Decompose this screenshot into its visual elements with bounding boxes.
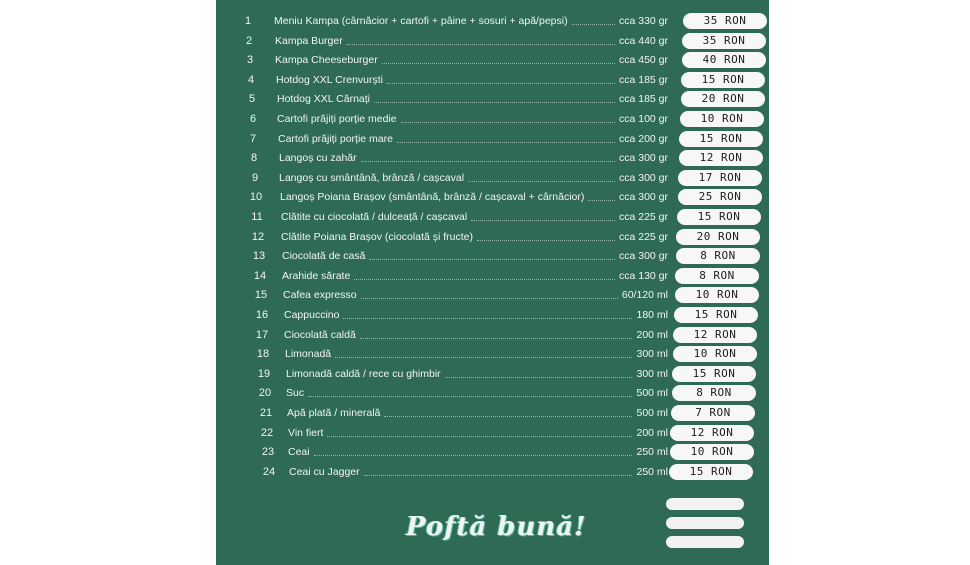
dotted-leader bbox=[369, 259, 615, 260]
item-number: 18 bbox=[256, 348, 270, 361]
dotted-leader bbox=[360, 338, 632, 339]
empty-price-slot bbox=[666, 536, 744, 548]
dotted-leader bbox=[314, 455, 632, 456]
item-quantity: 250 ml bbox=[636, 446, 668, 459]
dotted-leader bbox=[347, 44, 615, 45]
menu-row bbox=[216, 169, 769, 189]
empty-price-slot bbox=[666, 517, 744, 529]
item-number: 15 bbox=[254, 289, 268, 302]
item-quantity: cca 330 gr bbox=[618, 15, 668, 27]
dotted-leader bbox=[384, 416, 632, 417]
item-name: Kampa Burger bbox=[275, 34, 343, 47]
menu-row bbox=[216, 463, 769, 483]
item-price: 15 RON bbox=[681, 72, 765, 88]
menu-row bbox=[216, 149, 769, 169]
item-number: 9 bbox=[251, 171, 259, 184]
dotted-leader bbox=[468, 181, 615, 182]
empty-price-slot bbox=[666, 498, 744, 510]
menu-row bbox=[216, 208, 769, 228]
item-name: Limonadă caldă / rece cu ghimbir bbox=[286, 367, 441, 380]
item-number: 19 bbox=[257, 367, 271, 380]
item-quantity: cca 225 gr bbox=[618, 230, 668, 243]
item-number: 21 bbox=[259, 407, 273, 419]
item-number: 16 bbox=[255, 309, 269, 321]
item-price: 7 RON bbox=[671, 405, 755, 421]
menu-row bbox=[216, 443, 769, 463]
item-quantity: 200 ml bbox=[636, 328, 668, 341]
item-name: Vin fiert bbox=[288, 426, 324, 439]
item-number: 13 bbox=[252, 250, 266, 263]
menu-row bbox=[216, 110, 769, 130]
item-number: 22 bbox=[260, 426, 274, 439]
item-number: 1 bbox=[244, 15, 252, 27]
item-quantity: 60/120 ml bbox=[621, 289, 668, 302]
item-price: 10 RON bbox=[670, 444, 754, 460]
item-number: 12 bbox=[251, 230, 265, 243]
dotted-leader bbox=[572, 24, 615, 25]
item-price: 25 RON bbox=[678, 189, 762, 205]
menu-row bbox=[216, 51, 769, 71]
item-name: Langoș cu zahăr bbox=[279, 152, 357, 165]
item-number: 7 bbox=[249, 132, 257, 145]
item-name: Cartofi prăjiți porție mare bbox=[278, 132, 393, 145]
menu-row bbox=[216, 90, 769, 110]
item-quantity: cca 130 gr bbox=[618, 269, 668, 282]
item-price: 10 RON bbox=[673, 346, 757, 362]
dotted-leader bbox=[374, 102, 615, 103]
menu-row bbox=[216, 188, 769, 208]
item-price: 15 RON bbox=[669, 464, 753, 480]
item-name: Kampa Cheeseburger bbox=[275, 54, 378, 67]
item-quantity: cca 300 gr bbox=[618, 250, 668, 263]
item-price: 35 RON bbox=[683, 13, 767, 29]
dotted-leader bbox=[471, 220, 615, 221]
dotted-leader bbox=[382, 63, 615, 64]
menu-row bbox=[216, 424, 769, 444]
item-quantity: 500 ml bbox=[636, 407, 668, 419]
dotted-leader bbox=[387, 83, 615, 84]
item-name: Arahide sărate bbox=[282, 269, 351, 282]
dotted-leader bbox=[335, 357, 632, 358]
menu-row bbox=[216, 384, 769, 404]
item-quantity: cca 100 gr bbox=[618, 113, 668, 125]
dotted-leader bbox=[327, 436, 632, 437]
dotted-leader bbox=[477, 240, 615, 241]
item-number: 3 bbox=[246, 54, 254, 67]
item-quantity: 250 ml bbox=[636, 465, 668, 478]
item-price: 10 RON bbox=[675, 287, 759, 303]
item-name: Clătite Poiana Brașov (ciocolată și fructe) bbox=[281, 230, 473, 243]
item-name: Cartofi prăjiți porție medie bbox=[277, 113, 397, 125]
dotted-leader bbox=[361, 161, 615, 162]
item-number: 10 bbox=[249, 191, 263, 204]
dotted-leader bbox=[364, 475, 632, 476]
item-number: 17 bbox=[255, 328, 269, 341]
item-price: 8 RON bbox=[676, 248, 760, 264]
item-price: 12 RON bbox=[670, 425, 754, 441]
item-name: Ciocolată caldă bbox=[284, 328, 356, 341]
item-quantity: cca 450 gr bbox=[618, 54, 668, 67]
dotted-leader bbox=[401, 122, 615, 123]
item-number: 14 bbox=[253, 269, 267, 282]
item-price: 40 RON bbox=[682, 52, 766, 68]
item-number: 23 bbox=[261, 446, 275, 459]
dotted-leader bbox=[354, 279, 615, 280]
menu-row bbox=[216, 32, 769, 52]
item-quantity: 500 ml bbox=[636, 387, 668, 400]
item-quantity: cca 300 gr bbox=[618, 171, 668, 184]
dotted-leader bbox=[588, 200, 615, 201]
item-price: 15 RON bbox=[679, 131, 763, 147]
menu-row bbox=[216, 247, 769, 267]
menu-row bbox=[216, 228, 769, 248]
dotted-leader bbox=[361, 298, 618, 299]
dotted-leader bbox=[397, 142, 615, 143]
item-name: Ceai bbox=[288, 446, 310, 459]
item-number: 2 bbox=[245, 34, 253, 47]
item-name: Hotdog XXL Cârnați bbox=[277, 93, 370, 106]
dotted-leader bbox=[445, 377, 632, 378]
menu-row bbox=[216, 130, 769, 150]
item-quantity: cca 185 gr bbox=[618, 93, 668, 106]
item-quantity: 300 ml bbox=[636, 348, 668, 361]
menu-row bbox=[216, 267, 769, 287]
item-quantity: cca 300 gr bbox=[618, 152, 668, 165]
item-quantity: cca 300 gr bbox=[618, 191, 668, 204]
item-price: 15 RON bbox=[677, 209, 761, 225]
menu-row bbox=[216, 71, 769, 91]
item-number: 24 bbox=[262, 465, 276, 478]
item-quantity: 200 ml bbox=[636, 426, 668, 439]
item-price: 35 RON bbox=[682, 33, 766, 49]
item-quantity: cca 225 gr bbox=[618, 211, 668, 223]
item-quantity: 300 ml bbox=[636, 367, 668, 380]
item-number: 5 bbox=[248, 93, 256, 106]
item-name: Limonadă bbox=[285, 348, 332, 361]
item-quantity: 180 ml bbox=[636, 309, 668, 321]
slogan-text: Poftă bună! bbox=[406, 512, 587, 542]
item-price: 17 RON bbox=[678, 170, 762, 186]
item-name: Langoș cu smântână, brânză / cașcaval bbox=[279, 171, 465, 184]
item-price: 12 RON bbox=[673, 327, 757, 343]
menu-row bbox=[216, 12, 769, 32]
menu-board bbox=[216, 0, 769, 565]
item-price: 15 RON bbox=[674, 307, 758, 323]
item-quantity: cca 200 gr bbox=[618, 132, 668, 145]
item-price: 12 RON bbox=[679, 150, 763, 166]
item-price: 10 RON bbox=[680, 111, 764, 127]
dotted-leader bbox=[308, 396, 632, 397]
item-name: Apă plată / minerală bbox=[287, 407, 381, 419]
menu-row bbox=[216, 306, 769, 326]
item-number: 20 bbox=[258, 387, 272, 400]
item-name: Langoș Poiana Brașov (smântână, brânză / cașcaval + cârnăcior) bbox=[280, 191, 585, 204]
item-quantity: cca 185 gr bbox=[618, 73, 668, 86]
item-name: Meniu Kampa (cârnăcior + cartofi + pâine + sosuri + apă/pepsi) bbox=[274, 15, 568, 27]
item-name: Clătite cu ciocolată / dulceață / cașcaval bbox=[281, 211, 468, 223]
item-name: Cappuccino bbox=[284, 309, 340, 321]
item-price: 8 RON bbox=[672, 385, 756, 401]
item-name: Cafea expresso bbox=[283, 289, 357, 302]
menu-row bbox=[216, 365, 769, 385]
item-number: 11 bbox=[251, 211, 263, 223]
item-name: Ciocolată de casă bbox=[282, 250, 366, 263]
item-name: Suc bbox=[286, 387, 305, 400]
menu-row bbox=[216, 326, 769, 346]
dotted-leader bbox=[343, 318, 632, 319]
item-price: 20 RON bbox=[681, 91, 765, 107]
item-name: Ceai cu Jagger bbox=[289, 465, 360, 478]
item-number: 4 bbox=[247, 73, 255, 86]
item-price: 15 RON bbox=[672, 366, 756, 382]
item-number: 6 bbox=[249, 113, 257, 125]
menu-row bbox=[216, 345, 769, 365]
item-name: Hotdog XXL Crenvurști bbox=[276, 73, 383, 86]
item-number: 8 bbox=[250, 152, 258, 165]
item-price: 8 RON bbox=[675, 268, 759, 284]
item-price: 20 RON bbox=[676, 229, 760, 245]
item-quantity: cca 440 gr bbox=[618, 34, 668, 47]
menu-row bbox=[216, 286, 769, 306]
menu-row bbox=[216, 404, 769, 424]
